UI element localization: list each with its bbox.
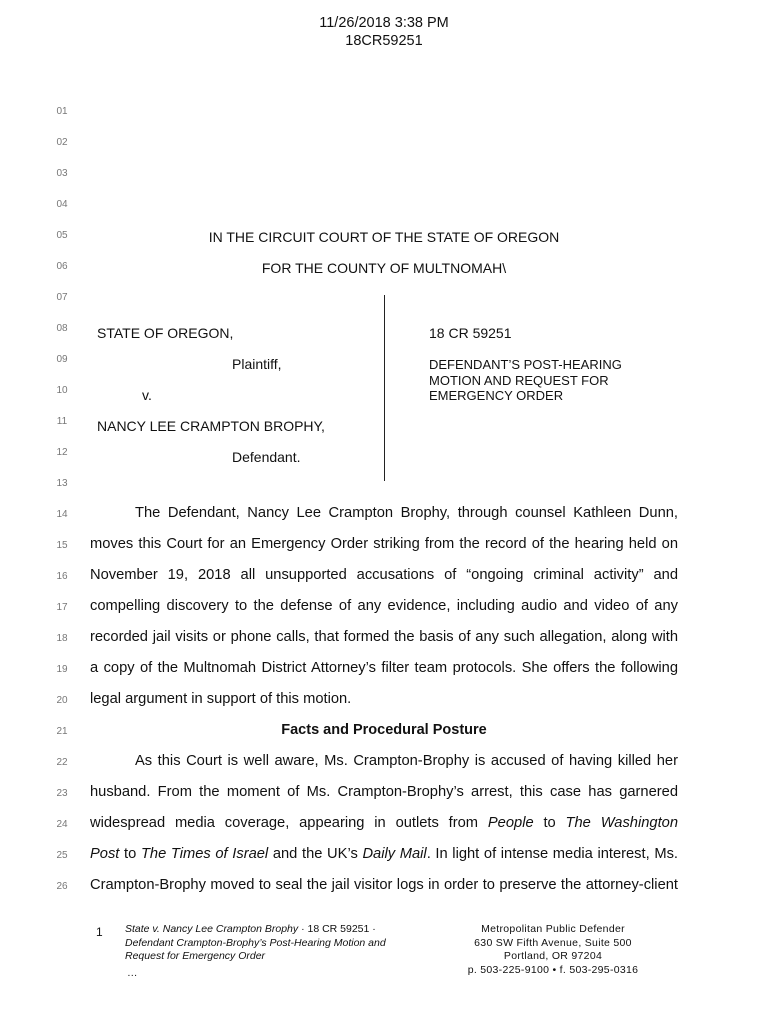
footer-caption-line: Request for Emergency Order [125, 950, 266, 962]
caption-case-number: 18 CR 59251 [429, 325, 512, 341]
office-address [440, 923, 666, 977]
line-number: 20 [56, 695, 68, 706]
line-number: 12 [56, 447, 68, 458]
section-heading: Facts and Procedural Posture [281, 722, 487, 738]
body-line: recorded jail visits or phone calls, that formed the basis of any such allegation, along with [90, 629, 678, 645]
body-line [90, 846, 678, 862]
publication-name: The Washington [565, 815, 678, 831]
page-number: 1 [96, 925, 103, 939]
stamp-datetime: 11/26/2018 3:38 PM [319, 15, 449, 31]
line-number: 03 [56, 168, 68, 179]
office-city: Portland, OR 97204 [503, 950, 603, 962]
footer-caption-line: Defendant Crampton-Brophy’s Post-Hearing Motion and [125, 936, 386, 949]
line-number: 17 [56, 602, 68, 613]
body-text: widespread media coverage, appearing in outlets from [90, 815, 488, 831]
body-line: As this Court is well aware, Ms. Crampton-Brophy is accused of having killed her [135, 753, 678, 769]
line-number: 24 [56, 819, 68, 830]
body-line: Crampton-Brophy moved to seal the jail visitor logs in order to preserve the attorney-client [90, 877, 678, 893]
line-number: 08 [56, 323, 68, 334]
motion-title-line: EMERGENCY ORDER [429, 388, 564, 403]
body-line: compelling discovery to the defense of any evidence, including audio and video of any [90, 598, 678, 614]
versus-label: v. [142, 387, 152, 403]
line-number: 26 [56, 881, 68, 892]
body-line: moves this Court for an Emergency Order striking from the record of the hearing held on [90, 536, 678, 552]
line-number: 18 [56, 633, 68, 644]
stamp-case-number: 18CR59251 [345, 33, 423, 49]
motion-title-line: MOTION AND REQUEST FOR [429, 372, 609, 388]
line-number: 01 [56, 106, 68, 117]
line-number: 16 [56, 571, 68, 582]
body-line: The Defendant, Nancy Lee Crampton Brophy, through counsel Kathleen Dunn, [135, 505, 678, 521]
motion-title-line: DEFENDANT’S POST-HEARING [429, 357, 622, 372]
publication-name: Daily Mail [362, 846, 427, 862]
defendant-name: NANCY LEE CRAMPTON BROPHY, [97, 418, 325, 434]
line-number: 14 [56, 509, 68, 520]
court-county: FOR THE COUNTY OF MULTNOMAH\ [261, 260, 507, 276]
body-line [90, 815, 678, 831]
body-text: and the UK’s [268, 846, 363, 862]
plaintiff-name: STATE OF OREGON, [97, 325, 234, 341]
line-number: 11 [56, 416, 68, 427]
line-number: 02 [56, 137, 68, 148]
line-number: 05 [56, 230, 68, 241]
publication-name: People [487, 815, 534, 831]
body-line: legal argument in support of this motion. [90, 691, 352, 707]
body-text: . In light of intense media interest, Ms. [426, 846, 678, 862]
office-phone: p. 503-225-9100 • f. 503-295-0316 [467, 963, 639, 976]
line-number: 07 [56, 292, 68, 303]
caption-divider [384, 295, 385, 481]
line-number: 15 [56, 540, 68, 551]
body-text: to [533, 815, 566, 831]
body-line: a copy of the Multnomah District Attorney’s filter team protocols. She offers the following [90, 660, 678, 676]
line-number: 21 [56, 726, 68, 737]
publication-name: The Times of Israel [140, 846, 269, 862]
footer-ellipsis: … [127, 967, 138, 979]
footer-caption [125, 923, 415, 964]
footer-case-title: State v. Nancy Lee Crampton Brophy [125, 923, 299, 935]
body-line: November 19, 2018 all unsupported accusations of “ongoing criminal activity” and [90, 567, 678, 583]
defendant-role: Defendant. [232, 449, 301, 465]
footer-case-number: · 18 CR 59251 · [298, 923, 376, 935]
motion-title [429, 357, 659, 404]
office-street: 630 SW Fifth Avenue, Suite 500 [474, 936, 632, 949]
line-number: 23 [56, 788, 68, 799]
court-name: IN THE CIRCUIT COURT OF THE STATE OF OREGON [208, 229, 560, 245]
plaintiff-role: Plaintiff, [232, 356, 282, 372]
line-number: 13 [56, 478, 68, 489]
office-name: Metropolitan Public Defender [481, 923, 625, 935]
publication-name: Post [90, 846, 120, 862]
footer-caption-line [125, 923, 415, 937]
line-number: 04 [56, 199, 68, 210]
line-number: 22 [56, 757, 68, 768]
line-number: 09 [56, 354, 68, 365]
line-number: 19 [56, 664, 68, 675]
line-number: 10 [56, 385, 68, 396]
body-text: to [119, 846, 141, 862]
line-number: 25 [56, 850, 68, 861]
body-line: husband. From the moment of Ms. Crampton-Brophy’s arrest, this case has garnered [90, 784, 678, 800]
line-number: 06 [56, 261, 68, 272]
